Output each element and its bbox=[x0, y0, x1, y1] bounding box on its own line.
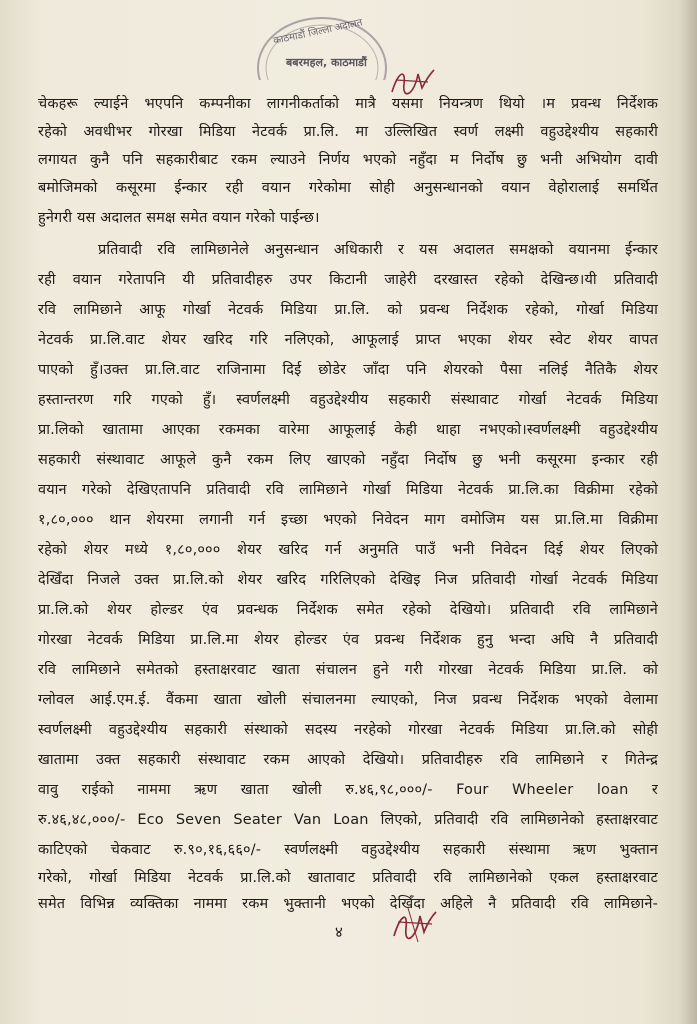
page-number: ४ bbox=[335, 923, 343, 941]
text-line-1: चेकहरू ल्याईने भएपनि कम्पनीका लागनीकर्ताको मात्रै यसमा नियन्त्रण थियो ।म प्रवन्ध निर्देशक bbox=[38, 96, 658, 112]
text-line-22: स्वर्णलक्ष्मी वहुउद्देश्यीय सहकारी संस्थाको सदस्य नरहेको गोरखा नेटवर्क मिडिया प्रा.लि.को सोही bbox=[38, 722, 658, 738]
text-line-12: प्रा.लिको खातामा आएका रकमका वारेमा आफूलाई केही थाहा नभएको।स्वर्णलक्ष्मी वहुउद्देश्यीय bbox=[38, 422, 658, 438]
text-line-20: रवि लामिछाने समेतको हस्ताक्षरवाट खाता संचालन हुने गरी गोरखा नेटवर्क मिडिया प्रा.लि. को bbox=[38, 662, 659, 678]
signature-bottom bbox=[388, 902, 440, 946]
text-line-3: लगायत कुनै पनि सहकारीबाट रकम ल्याउने निर्णय भएको नहुँदा म निर्दोष छु भनी अभियोग दावी bbox=[38, 152, 658, 168]
svg-text:काठमाडौं जिल्ला अदालत: काठमाडौं जिल्ला अदालत bbox=[272, 17, 364, 47]
text-line-25: रु.४६,४८,०००/- Eco Seven Seater Van Loan लिएको, प्रतिवादी रवि लामिछानेको हस्ताक्षरवाट bbox=[38, 812, 658, 828]
text-line-8: रवि लामिछाने आफू गोर्खा नेटवर्क मिडिया प्रा.लि. को प्रवन्ध निर्देशक रहेको, गोर्खा मिडिया bbox=[38, 302, 658, 318]
text-line-10: पाएको हुँ।उक्त प्रा.लि.वाट राजिनामा दिई छोडेर जाँदा पनि शेयरको पैसा नलिई नैतिकै शेयर bbox=[38, 362, 658, 378]
text-line-24: वावु राईको नाममा ऋण खाता खोली रु.४६,९८,०००/- Four Wheeler loan र bbox=[38, 782, 658, 798]
text-line-28: समेत विभिन्न व्यक्तिका नाममा रकम भुक्तानी भएको देखिँदा अहिले नै प्रतिवादी रवि लामिछाने- bbox=[38, 896, 658, 912]
text-line-2: रहेको अवधीभर गोरखा मिडिया नेटवर्क प्रा.लि. मा उल्लिखित स्वर्ण लक्ष्मी वहुउद्देश्यीय सहकारी bbox=[38, 124, 658, 140]
text-line-18: प्रा.लि.को शेयर होल्डर एंव प्रवन्धक निर्देशक समेत रहेको देखियो। प्रतिवादी रवि लामिछाने bbox=[38, 602, 658, 618]
text-line-14: वयान गरेको देखिएतापनि प्रतिवादी रवि लामिछाने गोर्खा मिडिया नेटवर्क प्रा.लि.का विक्रीमा रहेको bbox=[38, 482, 658, 498]
text-line-6: प्रतिवादी रवि लामिछानेले अनुसन्धान अधिकारी र यस अदालत समक्षको वयानमा ईन्कार bbox=[98, 242, 658, 258]
text-line-23: खातामा उक्त सहकारी संस्थावाट रकम आएको देखियो। प्रतिवादीहरु रवि लामिछाने र गितेन्द्र bbox=[38, 752, 658, 768]
text-line-5: हुनेगरी यस अदालत समक्ष समेत वयान गरेको पाईन्छ। bbox=[38, 210, 320, 226]
text-line-9: नेटवर्क प्रा.लि.वाट शेयर खरिद गरि नलिएको, आफूलाई प्राप्त भएका शेयर स्वेट शेयर वापत bbox=[38, 332, 658, 348]
text-line-19: गोरखा नेटवर्क मिडिया प्रा.लि.मा शेयर होल्डर एंव प्रवन्ध निर्देशक हुनु भन्दा अघि नै प्रतिवादी bbox=[38, 632, 658, 648]
text-line-17: देखिँदा निजले उक्त प्रा.लि.को शेयर खरिद गरिलिएको देखिइ निज प्रतिवादी गोर्खा नेटवर्क मिडिया bbox=[38, 572, 658, 588]
text-line-21: ग्लोवल आई.एम.ई. वैंकमा खाता खोली संचालनमा ल्याएको, निज प्रवन्ध निर्देशक भएको वेलामा bbox=[38, 692, 658, 708]
text-line-26: काटिएको चेकवाट रु.९०,१६,६६०/- स्वर्णलक्ष्मी वहुउद्देश्यीय सहकारी संस्थामा ऋण भुक्तान bbox=[38, 842, 658, 858]
text-line-13: सहकारी संस्थावाट आफूले कुनै रकम लिए खाएको नहुँदा निर्दोष छु भनी कसूरमा इन्कार रही bbox=[38, 452, 658, 468]
page-edge-shadow bbox=[679, 0, 697, 1024]
court-seal-stamp bbox=[252, 10, 392, 80]
text-line-15: १,८०,००० थान शेयरमा लगानी गर्न इच्छा भएको निवेदन माग वमोजिम यस प्रा.लि.मा विक्रीमा bbox=[38, 512, 658, 528]
text-line-16: रहेको शेयर मध्ये १,८०,००० शेयर खरिद गर्न अनुमति पाउँ भनी निवेदन दिई शेयर लिएको bbox=[38, 542, 658, 558]
text-line-27: गरेको, गोर्खा मिडिया नेटवर्क प्रा.लि.को खातावाट प्रतिवादी रवि लामिछानेको एकल हस्ताक्षरवाट bbox=[38, 870, 658, 886]
text-line-11: हस्तान्तरण गरि गएको हुँ। स्वर्णलक्ष्मी वहुउद्देश्यीय सहकारी संस्थावाट गोर्खा नेटवर्क मिडिया bbox=[38, 392, 658, 408]
svg-text:बबरमहल, काठमाडौं: बबरमहल, काठमाडौं bbox=[286, 56, 367, 69]
text-line-4: बमोजिमको कसूरमा ईन्कार रही वयान गरेकोमा सोही अनुसन्धानको वयान वेहोरालाई समर्थित bbox=[38, 180, 658, 196]
text-line-7: रही वयान गरेतापनि यी प्रतिवादीहरु उपर किटानी जाहेरी दरखास्त रहेको देखिन्छ।यी प्रतिवादी bbox=[38, 272, 658, 288]
